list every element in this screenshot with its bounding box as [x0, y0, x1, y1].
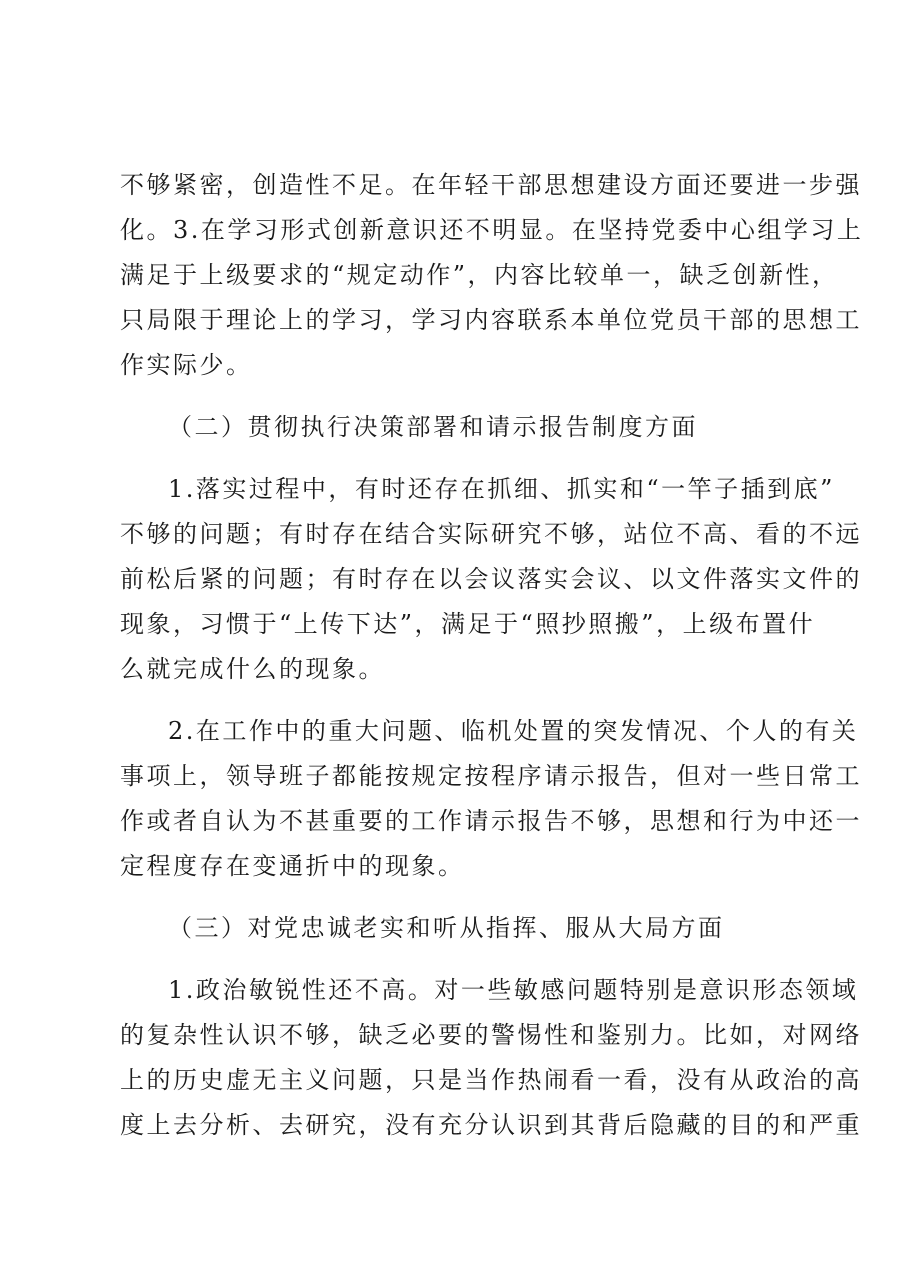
paragraph-line: 前松后紧的问题；有时存在以会议落实会议、以文件落实文件的: [120, 565, 862, 593]
paragraph-line: 只局限于理论上的学习，学习内容联系本单位党员干部的思想工: [120, 306, 862, 334]
paragraph-line: 1.政治敏锐性还不高。对一些敏感问题特别是意识形态领域: [168, 976, 859, 1004]
paragraph-line: 不够的问题；有时存在结合实际研究不够，站位不高、看的不远: [120, 520, 862, 548]
paragraph-line: 作实际少。: [120, 351, 253, 379]
section-heading: （二）贯彻执行决策部署和请示报告制度方面: [168, 413, 698, 441]
paragraph-line: 不够紧密，创造性不足。在年轻干部思想建设方面还要进一步强: [120, 171, 862, 199]
paragraph-line: 度上去分析、去研究，没有充分认识到其背后隐藏的目的和严重: [120, 1111, 862, 1139]
paragraph-line: 2.在工作中的重大问题、临机处置的突发情况、个人的有关: [168, 717, 859, 745]
document-body: [120, 163, 864, 1148]
section-heading: （三）对党忠诚老实和听从指挥、服从大局方面: [168, 914, 725, 942]
paragraph-line: 作或者自认为不甚重要的工作请示报告不够，思想和行为中还一: [120, 807, 862, 835]
paragraph-line: 定程度存在变通折中的现象。: [120, 852, 465, 880]
paragraph-line: 满足于上级要求的“规定动作”，内容比较单一，缺乏创新性，: [120, 261, 839, 289]
paragraph-line: 事项上，领导班子都能按规定按程序请示报告，但对一些日常工: [120, 762, 862, 790]
paragraph-line: 现象，习惯于“上传下达”，满足于“照抄照搬”，上级布置什: [120, 610, 816, 638]
paragraph-line: 的复杂性认识不够，缺乏必要的警惕性和鉴别力。比如，对网络: [120, 1021, 862, 1049]
paragraph-line: 化。3.在学习形式创新意识还不明显。在坚持党委中心组学习上: [120, 216, 864, 244]
paragraph-line: 1.落实过程中，有时还存在抓细、抓实和“一竿子插到底”: [168, 475, 835, 503]
paragraph-line: 么就完成什么的现象。: [120, 655, 385, 683]
paragraph-line: 上的历史虚无主义问题，只是当作热闹看一看，没有从政治的高: [120, 1066, 862, 1094]
